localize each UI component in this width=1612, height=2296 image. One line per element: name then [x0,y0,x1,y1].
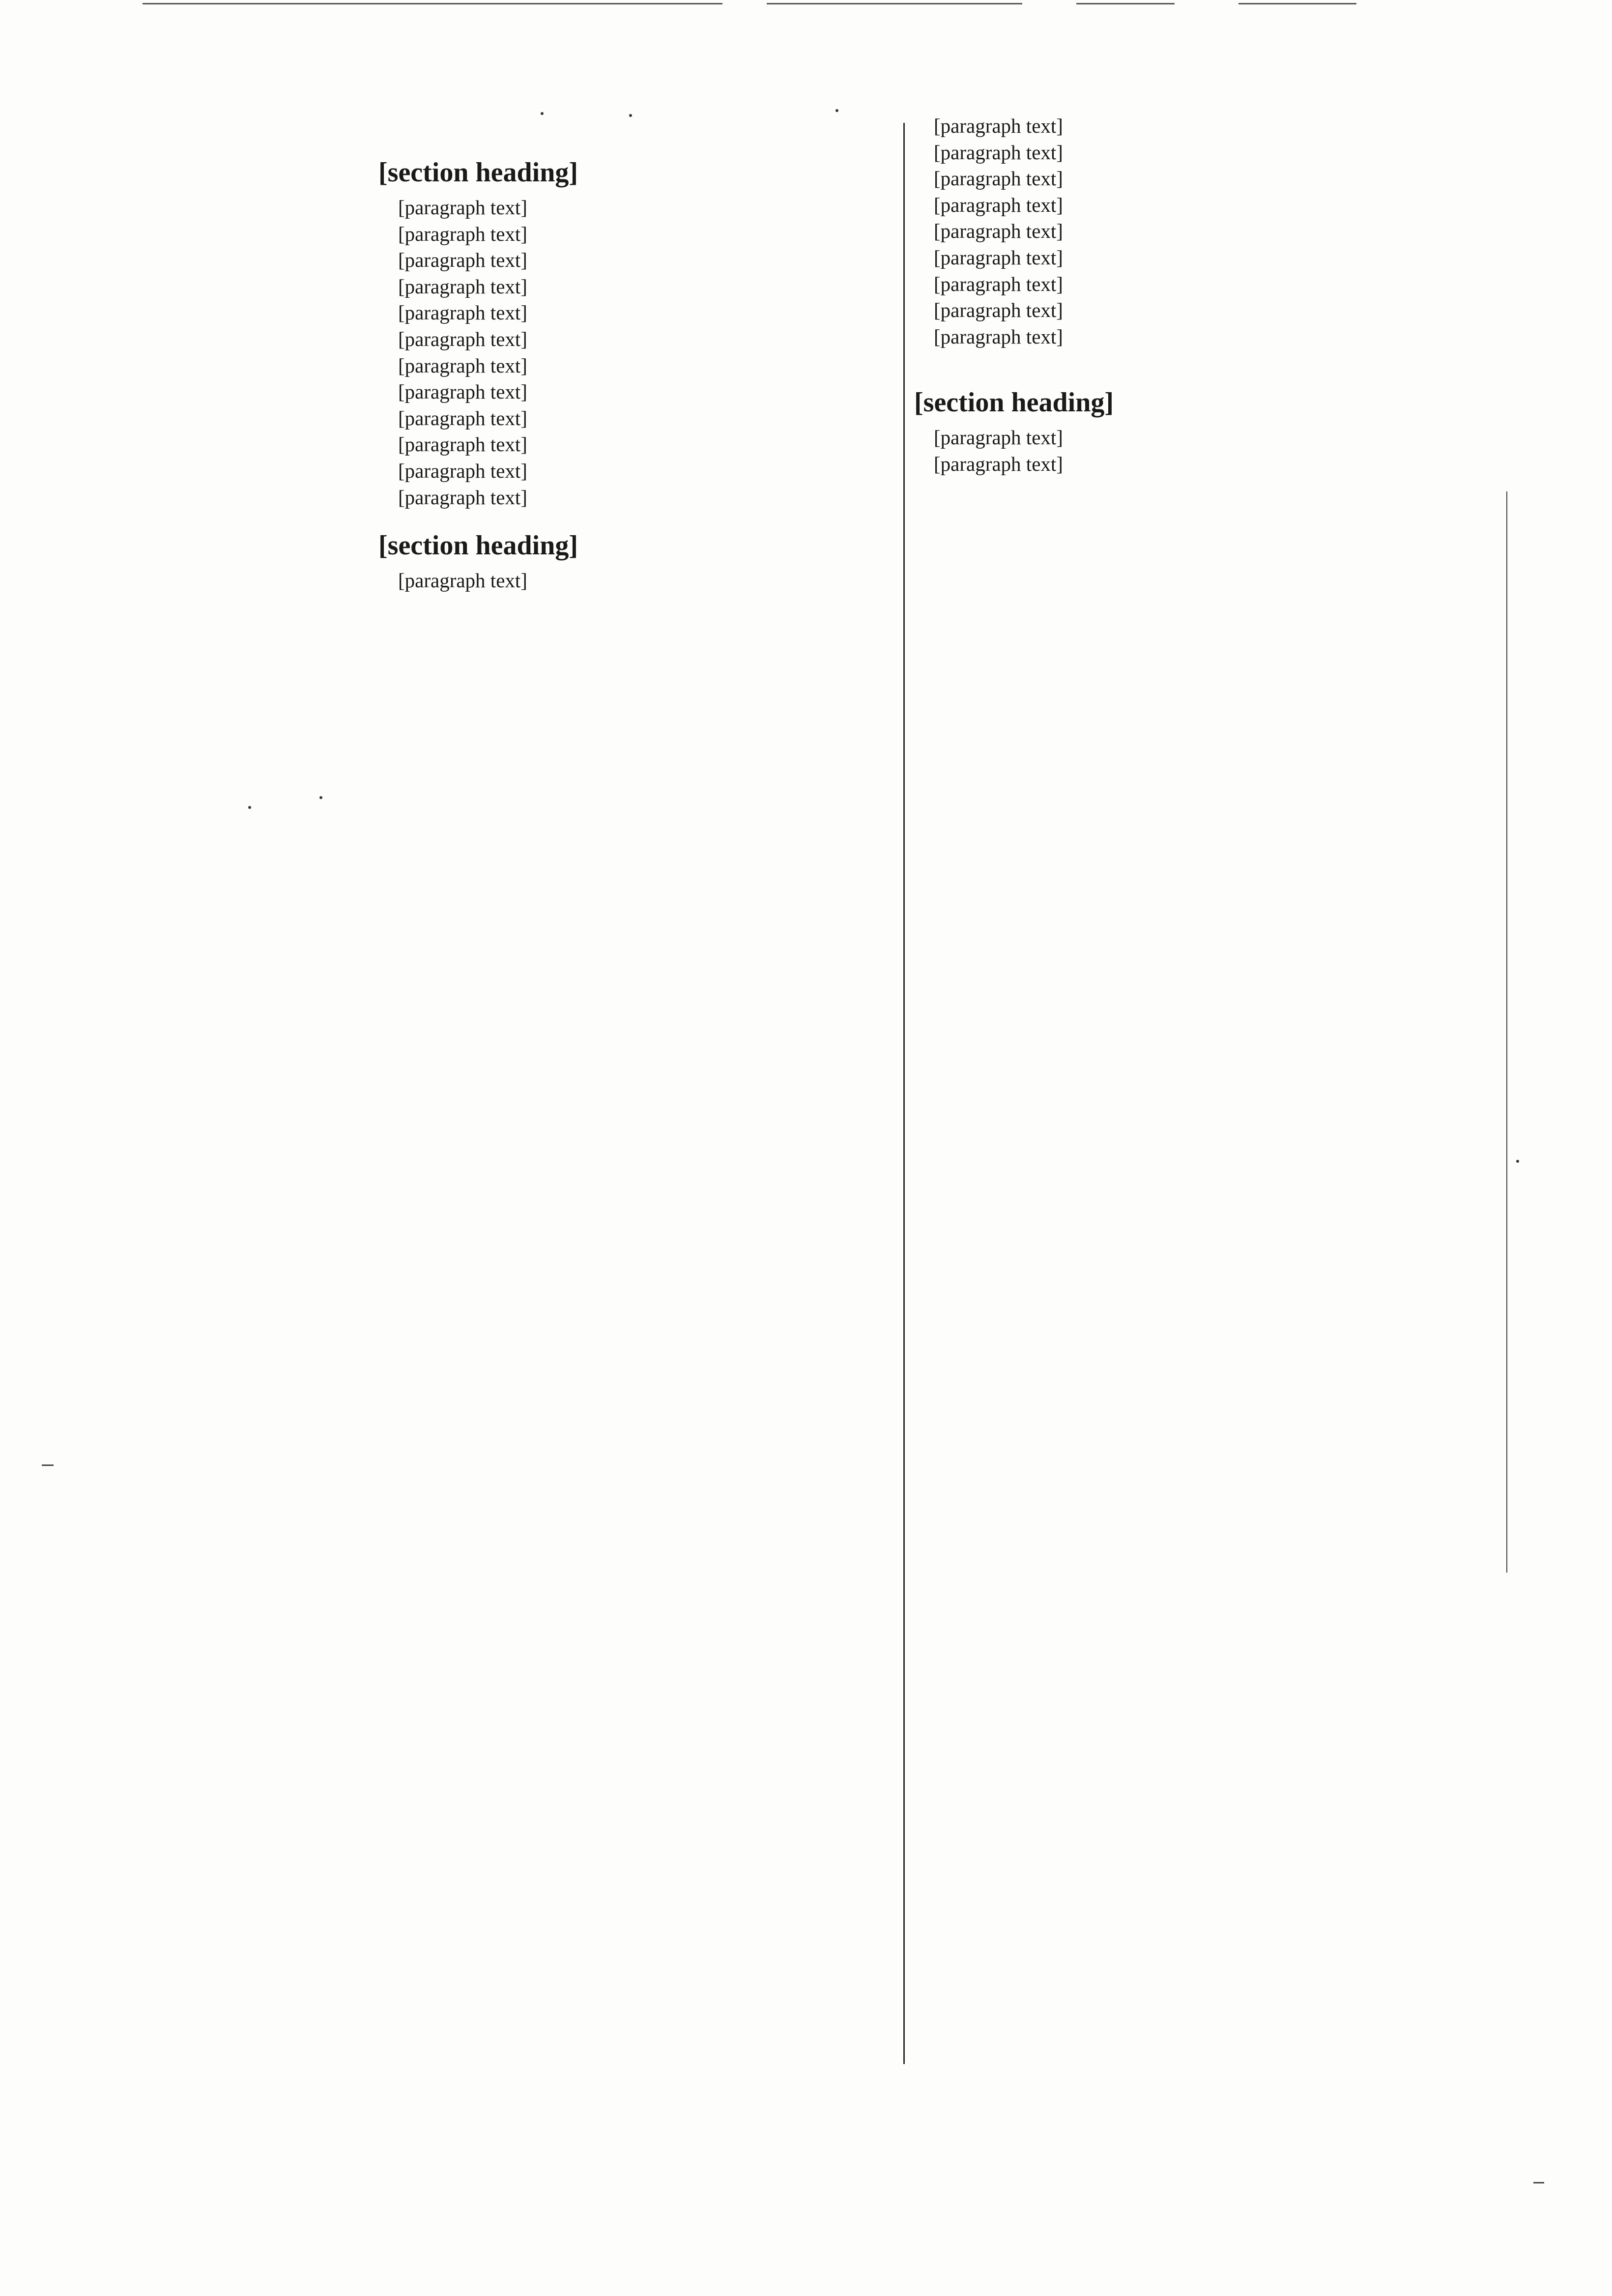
left-column [378,113,968,2177]
section-heading: [section heading] [914,387,1114,418]
scan-mark [42,1464,54,1466]
paragraph: [paragraph text] [398,486,527,509]
paragraph: [paragraph text] [934,141,1063,164]
paragraph: [paragraph text] [398,380,527,403]
paragraph: [paragraph text] [398,222,527,245]
paragraph: [paragraph text] [398,249,527,272]
paragraph: [paragraph text] [398,459,527,482]
scan-top-rule [143,3,722,4]
section-heading: [section heading] [378,530,578,561]
paragraph: [paragraph text] [934,193,1063,216]
paragraph: [paragraph text] [398,406,527,430]
paragraph: [paragraph text] [398,301,527,324]
scan-speck [248,806,251,809]
paragraph: [paragraph text] [934,426,1063,449]
right-column [914,113,1499,2177]
right-edge-line [1506,491,1507,1573]
scan-top-rule [767,3,1022,4]
scan-top-rule [1238,3,1356,4]
paragraph: [paragraph text] [934,452,1063,475]
paragraph: [paragraph text] [934,167,1063,190]
scan-top-rule [1076,3,1175,4]
paragraph: [paragraph text] [398,327,527,350]
paragraph: [paragraph text] [934,220,1063,243]
scan-speck [319,796,322,799]
scan-speck [835,109,838,112]
paragraph: [paragraph text] [934,325,1063,348]
paragraph: [paragraph text] [398,569,527,592]
scan-mark [1533,2182,1544,2183]
section-gap [914,350,1499,368]
paragraph: [paragraph text] [934,272,1063,295]
paragraph: [paragraph text] [398,354,527,377]
paragraph: [paragraph text] [934,246,1063,269]
scan-speck [1516,1160,1519,1163]
paragraph: [paragraph text] [398,196,527,219]
paragraph: [paragraph text] [934,115,1063,137]
paragraph: [paragraph text] [398,433,527,456]
paragraph: [paragraph text] [398,275,527,298]
section-heading: [section heading] [378,157,578,188]
paragraph: [paragraph text] [934,299,1063,322]
